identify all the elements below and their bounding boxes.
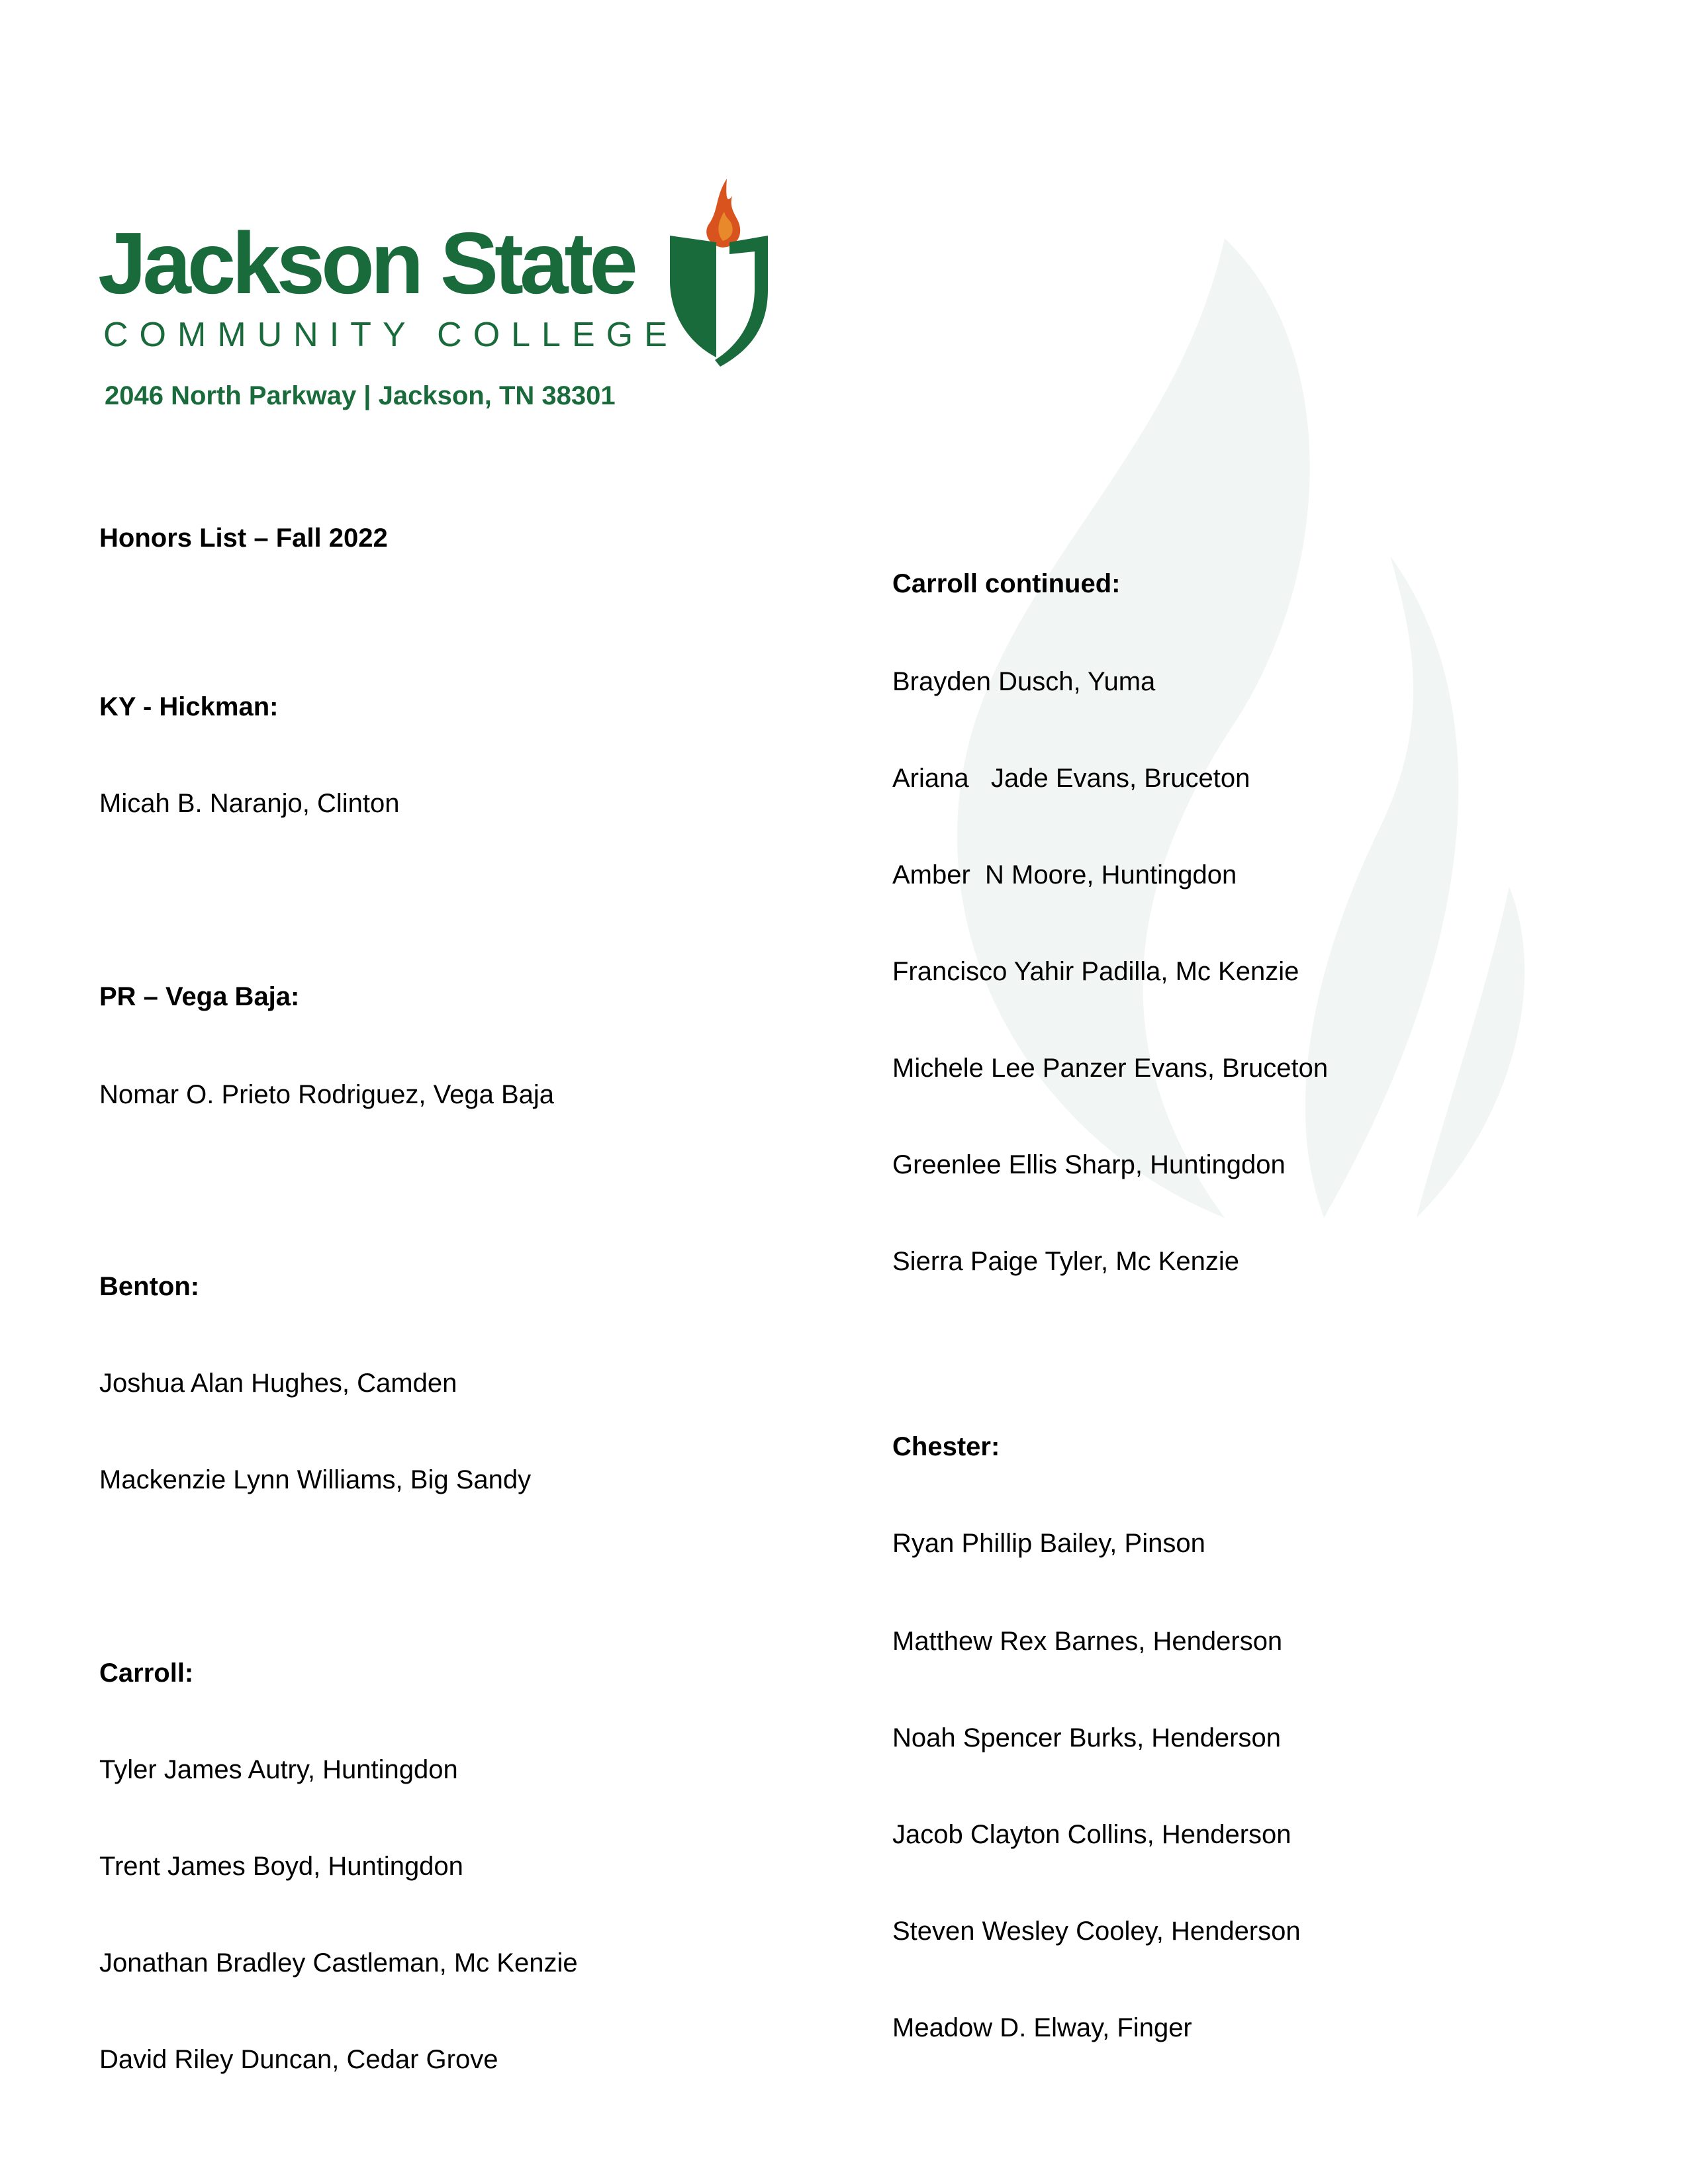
right-honoree-entry: Noah Spencer Burks, Henderson <box>892 1723 1281 1752</box>
right-honoree-entry: Ryan Phillip Bailey, Pinson <box>892 1529 1205 1558</box>
torch-shield-icon <box>669 177 774 369</box>
right-honoree-entry: Meadow D. Elway, Finger <box>892 2013 1192 2042</box>
left-honoree-entry: Trent James Boyd, Huntingdon <box>99 1852 463 1881</box>
right-honoree-entry: Brayden Dusch, Yuma <box>892 667 1156 696</box>
left-section-heading: Benton: <box>99 1272 200 1301</box>
college-address: 2046 North Parkway | Jackson, TN 38301 <box>105 381 616 410</box>
watermark-flame-inner <box>1305 556 1459 1218</box>
left-section-heading: KY - Hickman: <box>99 692 279 721</box>
logo-wordmark: Jackson State <box>98 214 634 312</box>
page-title: Honors List – Fall 2022 <box>99 523 388 553</box>
flame-watermark-icon <box>914 225 1549 1244</box>
left-section-heading: Carroll: <box>99 1659 194 1688</box>
left-honoree-entry: Tyler James Autry, Huntingdon <box>99 1755 458 1784</box>
shield-left <box>670 236 716 357</box>
left-section-heading: PR – Vega Baja: <box>99 982 300 1011</box>
left-honoree-entry: Micah B. Naranjo, Clinton <box>99 789 400 818</box>
right-honoree-entry: Francisco Yahir Padilla, Mc Kenzie <box>892 957 1299 986</box>
right-honoree-entry: Jacob Clayton Collins, Henderson <box>892 1820 1291 1849</box>
right-honoree-entry: Greenlee Ellis Sharp, Huntingdon <box>892 1150 1286 1179</box>
right-honoree-entry: Michele Lee Panzer Evans, Bruceton <box>892 1054 1329 1083</box>
left-honoree-entry: Joshua Alan Hughes, Camden <box>99 1369 457 1398</box>
right-section-heading: Chester: <box>892 1432 1000 1461</box>
left-honoree-entry: David Riley Duncan, Cedar Grove <box>99 2045 498 2074</box>
left-honoree-entry: Mackenzie Lynn Williams, Big Sandy <box>99 1465 532 1494</box>
left-honoree-entry: Nomar O. Prieto Rodriguez, Vega Baja <box>99 1080 555 1109</box>
right-section-heading: Carroll continued: <box>892 569 1121 598</box>
right-honoree-entry: Steven Wesley Cooley, Henderson <box>892 1917 1301 1946</box>
left-honoree-entry: Jonathan Bradley Castleman, Mc Kenzie <box>99 1948 578 1978</box>
right-honoree-entry: Sierra Paige Tyler, Mc Kenzie <box>892 1247 1239 1276</box>
right-honoree-entry: Matthew Rex Barnes, Henderson <box>892 1627 1283 1656</box>
right-honoree-entry: Ariana Jade Evans, Bruceton <box>892 764 1250 793</box>
logo-subtitle: COMMUNITY COLLEGE <box>103 316 679 354</box>
college-logo <box>98 177 773 376</box>
shield-right <box>715 236 768 367</box>
right-honoree-entry: Amber N Moore, Huntingdon <box>892 860 1237 889</box>
